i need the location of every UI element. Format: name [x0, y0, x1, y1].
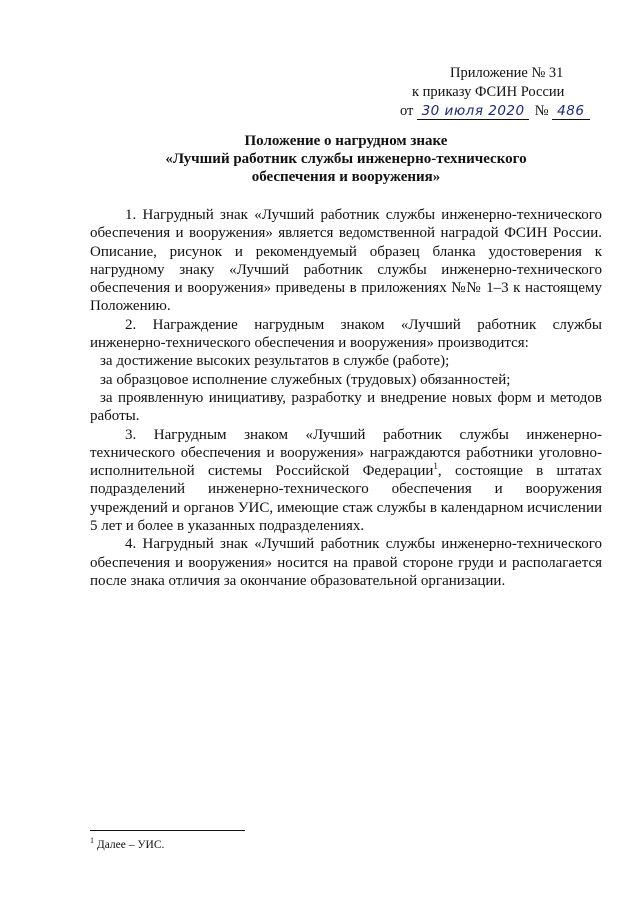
number-sign: №	[534, 103, 549, 119]
paragraph-1: 1. Нагрудный знак «Лучший работник службы инженерно-технического обеспечения и вооружения» является ведомственной наградой ФСИН России. Описание, рисунок и рекомендуемый образец бланка удостоверения к нагрудному знаку «Лучший работник службы инженерно-технического обеспечения и вооружения» приведены в приложениях №№ 1–3 к настоящему Положению.	[90, 207, 602, 315]
paragraph-3-text-start: 3. Нагрудным знаком «Лучший работник службы инженерно-технического обеспечения и вооружения» награждаются работники уголовно-исполнительной системы Российской Федерации	[90, 426, 602, 480]
footnote	[90, 838, 164, 852]
paragraph-3	[90, 426, 602, 536]
paragraph-2: 2. Награждение нагрудным знаком «Лучший работник службы инженерно-технического обеспечения и вооружения» производится:	[90, 316, 602, 352]
title-line-2: «Лучший работник службы инженерно-технического	[165, 151, 527, 167]
handwritten-order-number: 486	[552, 104, 590, 120]
attachment-number: Приложение № 31	[450, 65, 564, 81]
paragraph-4: 4. Нагрудный знак «Лучший работник службы инженерно-технического обеспечения и вооружения» носится на правой стороне груди и располагается после знака отличия за окончание образовательной организации.	[90, 536, 602, 589]
footnote-mark: 1	[90, 836, 94, 846]
document-body	[90, 206, 602, 590]
order-date-number-line	[400, 102, 590, 121]
title-line-1: Положение о нагрудном знаке	[244, 133, 448, 149]
footnote-reference: 1	[433, 461, 438, 472]
handwritten-date: 30 июля 2020	[417, 104, 528, 120]
paragraph-2-item-1: за достижение высоких результатов в службе (работе);	[100, 353, 450, 370]
date-prefix: от	[400, 103, 414, 119]
attachment-header	[400, 64, 590, 121]
footnote-text: Далее – УИС.	[96, 839, 165, 851]
paragraph-2-item-2: за образцовое исполнение служебных (трудовых) обязанностей;	[100, 371, 511, 388]
order-reference: к приказу ФСИН России	[412, 84, 565, 100]
paragraph-2-item-3: за проявленную инициативу, разработку и внедрение новых форм и методов работы.	[90, 389, 602, 425]
footnote-divider	[90, 830, 245, 831]
paragraph-3-text-end: , состоящие в штатах подразделений инженерно-технического обеспечения и вооружения учреждений и органов УИС, имеющие стаж службы в календарном исчислении 5 лет и более в указанных подразделениях.	[90, 463, 602, 535]
document-title	[90, 132, 602, 186]
title-line-3: обеспечения и вооружения»	[251, 169, 441, 185]
